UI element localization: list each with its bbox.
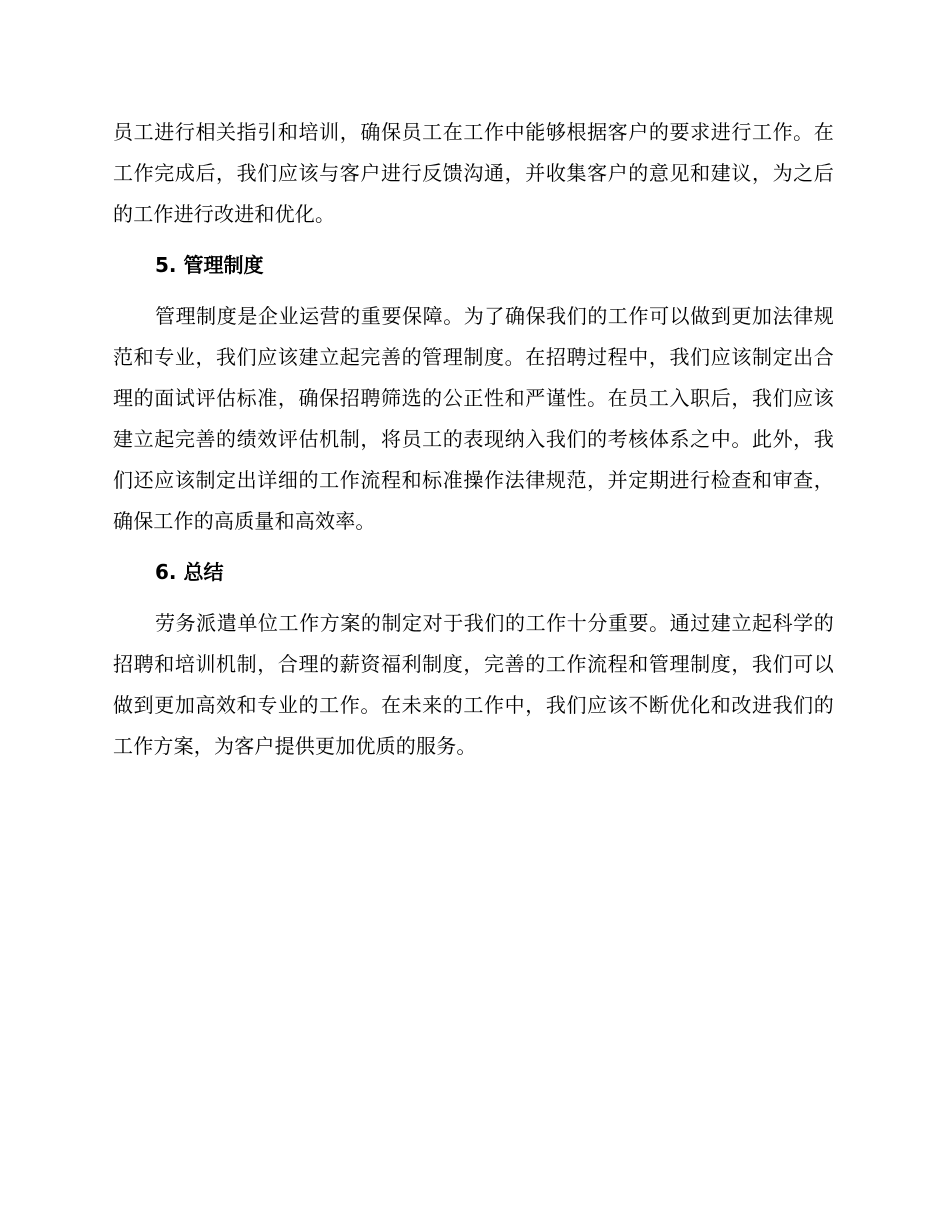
section-heading-management-system: 5. 管理制度	[155, 253, 264, 277]
continuation-paragraph: 员工进行相关指引和培训，确保员工在工作中能够根据客户的要求进行工作。在工作完成后，我们应该与客户进行反馈沟通，并收集客户的意见和建议，为之后的工作进行改进和优化。	[113, 120, 834, 226]
section-management-system	[113, 245, 834, 542]
section-paragraph-summary: 劳务派遣单位工作方案的制定对于我们的工作十分重要。通过建立起科学的招聘和培训机制，合理的薪资福利制度，完善的工作流程和管理制度，我们可以做到更加高效和专业的工作。在未来的工作中，我们应该不断优化和改进我们的工作方案，为客户提供更加优质的服务。	[113, 611, 834, 758]
section-summary	[113, 552, 834, 767]
section-paragraph-management-system: 管理制度是企业运营的重要保障。为了确保我们的工作可以做到更加法律规范和专业，我们应该建立起完善的管理制度。在招聘过程中，我们应该制定出合理的面试评估标准，确保招聘筛选的公正性和严谨性。在员工入职后，我们应该建立起完善的绩效评估机制，将员工的表现纳入我们的考核体系之中。此外，我们还应该制定出详细的工作流程和标准操作法律规范，并定期进行检查和审查，确保工作的高质量和高效率。	[113, 304, 834, 533]
section-heading-summary: 6. 总结	[155, 560, 224, 584]
